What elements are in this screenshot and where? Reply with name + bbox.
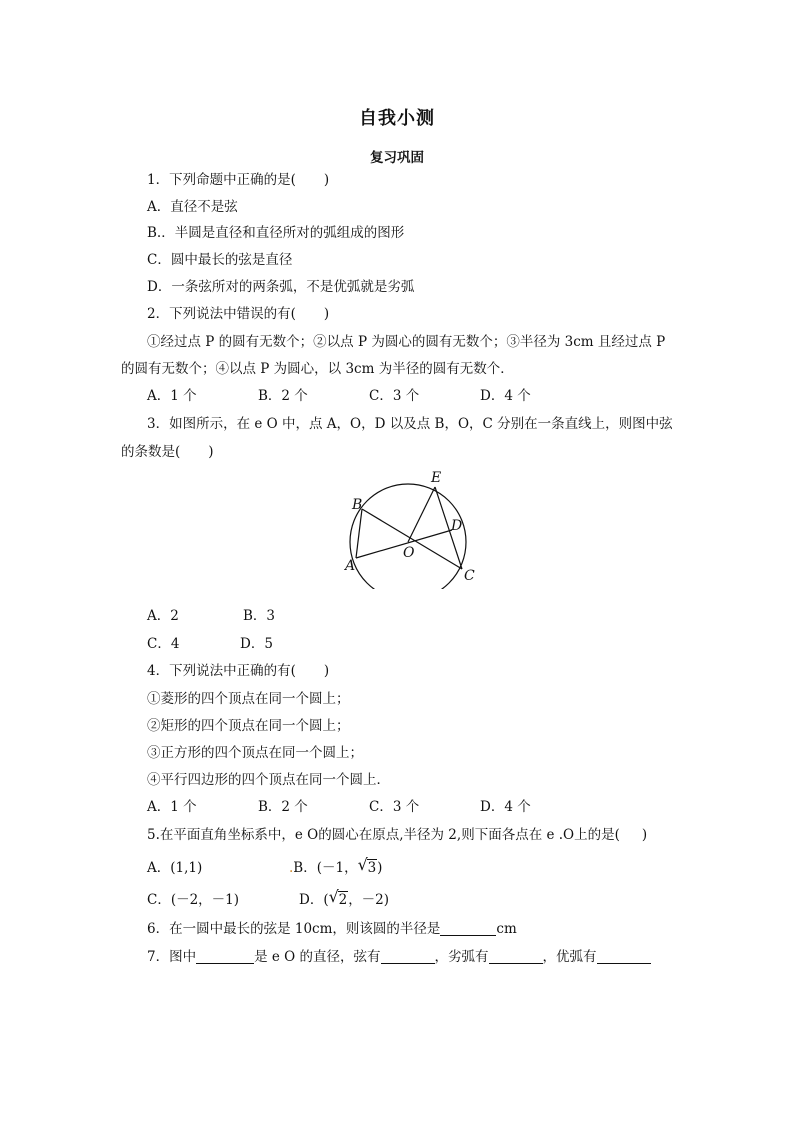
q7-major-arcs-blank[interactable] <box>597 949 651 964</box>
q5-stem: 5.在平面直角坐标系中，e O的圆心在原点,半径为 2,则下面各点在 e .O上的是( ) <box>147 827 648 843</box>
q3-stem-line2: 的条数是( ) <box>121 444 214 460</box>
label-c: C <box>464 568 475 584</box>
q3-option-a: A．2 <box>147 608 179 624</box>
q5-option-c: C．(－2，－1) <box>147 892 240 908</box>
page-title: 自我小测 <box>359 108 435 129</box>
q6-stem: 6．在一圆中最长的弦是 10cm，则该圆的半径是 cm <box>147 921 517 937</box>
q5-option-d: D．( √ 2，－2) <box>299 887 390 908</box>
q4-option-c: C．3 个 <box>369 799 420 815</box>
q1-option-c: C．圆中最长的弦是直径 <box>147 252 293 268</box>
q5-option-a: A．(1,1) <box>147 860 203 876</box>
q7-diameter-blank[interactable] <box>196 949 254 964</box>
q2-option-d: D．4 个 <box>480 388 531 404</box>
q4-statement-2: ②矩形的四个顶点在同一个圆上； <box>147 718 350 734</box>
circle-figure <box>340 464 490 589</box>
label-b: B <box>352 497 363 513</box>
section-subtitle: 复习巩固 <box>370 150 424 166</box>
q6-answer-blank[interactable] <box>440 921 496 936</box>
q1-option-d: D．一条弦所对的两条弧，不是优弧就是劣弧 <box>147 279 415 295</box>
q1-stem: 1．下列命题中正确的是( ) <box>147 172 330 188</box>
q2-stem: 2．下列说法中错误的有( ) <box>147 306 330 322</box>
q2-statement-line2: 的圆有无数个；④以点 P 为圆心，以 3cm 为半径的圆有无数个． <box>121 361 514 377</box>
q7-stem: 7．图中 是 e O 的直径，弦有 ，劣弧有 ，优弧有 <box>147 948 651 966</box>
chord-ab <box>356 509 362 558</box>
segment-eo <box>408 487 435 542</box>
label-a: A <box>345 558 356 574</box>
q7-chords-blank[interactable] <box>381 949 435 964</box>
q3-option-b: B．3 <box>243 608 276 624</box>
q3-stem-line1: 3．如图所示，在 e O 中，点 A，O，D 以及点 B，O，C 分别在一条直线上，则图中弦 <box>147 416 673 432</box>
label-o: O <box>403 545 415 561</box>
q2-option-b: B．2 个 <box>258 388 308 404</box>
q3-option-d: D．5 <box>240 636 273 652</box>
q4-option-d: D．4 个 <box>480 799 531 815</box>
q4-statement-4: ④平行四边形的四个顶点在同一个圆上． <box>147 772 390 788</box>
q1-option-b: B.．半圆是直径和直径所对的弧组成的图形 <box>147 225 405 241</box>
label-e: E <box>431 470 442 486</box>
q4-statement-3: ③正方形的四个顶点在同一个圆上； <box>147 745 363 761</box>
label-d: D <box>451 518 463 534</box>
q4-statement-1: ①菱形的四个顶点在同一个圆上； <box>147 691 350 707</box>
q5-option-b: .B．(－1， √ 3) <box>289 855 383 876</box>
q4-option-b: B．2 个 <box>258 799 308 815</box>
q3-option-c: C．4 <box>147 636 180 652</box>
q4-stem: 4．下列说法中正确的有( ) <box>147 663 330 679</box>
q2-statement-line1: ①经过点 P 的圆有无数个；②以点 P 为圆心的圆有无数个；③半径为 3cm 且经过点 P <box>147 334 666 350</box>
q1-option-a: A．直径不是弦 <box>147 199 238 215</box>
q2-option-a: A．1 个 <box>147 388 197 404</box>
q2-option-c: C．3 个 <box>369 388 420 404</box>
q7-minor-arcs-blank[interactable] <box>489 949 543 964</box>
q4-option-a: A．1 个 <box>147 799 197 815</box>
